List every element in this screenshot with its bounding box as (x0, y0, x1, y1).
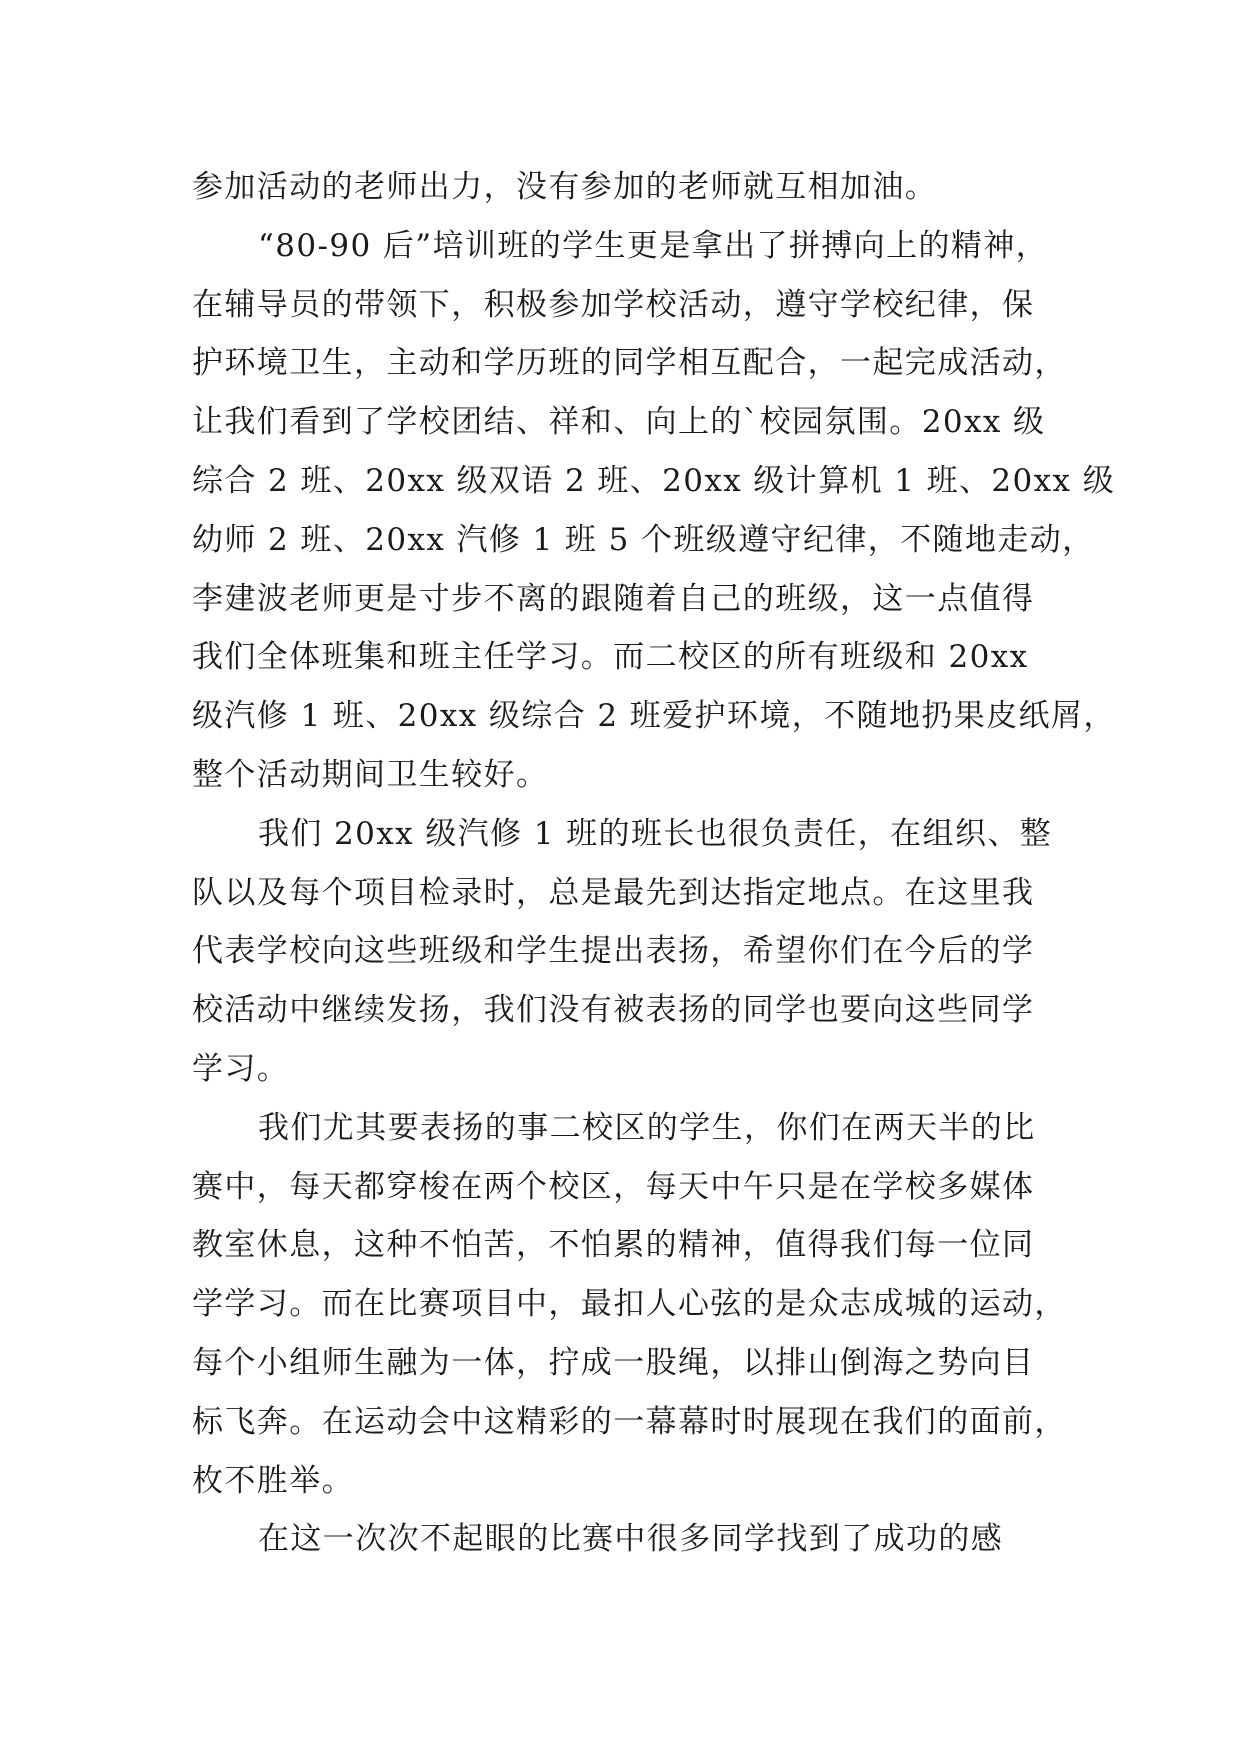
text-line: 我们尤其要表扬的事二校区的学生，你们在两天半的比 (258, 1109, 1036, 1146)
text-line: 整个活动期间卫生较好。 (192, 756, 549, 793)
paragraph (192, 1510, 1072, 1569)
paragraph (192, 158, 1072, 217)
text-line: 在辅导员的带领下，积极参加学校活动，遵守学校纪律，保 (192, 286, 1035, 323)
paragraph (192, 217, 1116, 805)
text-line: 队以及每个项目检录时，总是最先到达指定地点。在这里我 (192, 874, 1035, 911)
text-line: 综合 2 班、20xx 级双语 2 班、20xx 级计算机 1 班、20xx 级 (192, 462, 1116, 499)
text-line: 让我们看到了学校团结、祥和、向上的`校园氛围。20xx 级 (192, 404, 1046, 441)
text-line: 参加活动的老师出力，没有参加的老师就互相加油。 (192, 169, 938, 205)
text-line: 代表学校向这些班级和学生提出表扬，希望你们在今后的学 (192, 933, 1035, 970)
text-line: 学学习。而在比赛项目中，最扣人心弦的是众志成城的运动， (192, 1286, 1067, 1323)
document-body (192, 158, 1116, 1569)
text-line: 在这一次次不起眼的比赛中很多同学找到了成功的感 (258, 1521, 1004, 1558)
text-line: 枚不胜举。 (192, 1462, 354, 1499)
text-line: 赛中，每天都穿梭在两个校区，每天中午只是在学校多媒体 (192, 1168, 1035, 1205)
text-line: 标飞奔。在运动会中这精彩的一幕幕时时展现在我们的面前， (192, 1403, 1067, 1440)
text-line: 学习。 (192, 1050, 290, 1087)
text-line: 李建波老师更是寸步不离的跟随着自己的班级，这一点值得 (192, 580, 1035, 617)
text-line: 教室休息，这种不怕苦，不怕累的精神，值得我们每一位同 (192, 1227, 1035, 1264)
text-line: 每个小组师生融为一体，拧成一股绳，以排山倒海之势向目 (192, 1344, 1035, 1381)
text-line: 我们 20xx 级汽修 1 班的班长也很负责任，在组织、整 (258, 815, 1053, 852)
paragraph (192, 1099, 1072, 1511)
text-line: 护环境卫生，主动和学历班的同学相互配合，一起完成活动， (192, 345, 1067, 382)
text-line: 幼师 2 班、20xx 汽修 1 班 5 个班级遵守纪律，不随地走动， (192, 521, 1095, 558)
text-line: 我们全体班集和班主任学习。而二校区的所有班级和 20xx (192, 639, 1029, 676)
text-line: 级汽修 1 班、20xx 级综合 2 班爱护环境，不随地扔果皮纸屑， (192, 698, 1116, 735)
text-line: 校活动中继续发扬，我们没有被表扬的同学也要向这些同学 (192, 992, 1035, 1029)
text-line: “80-90 后”培训班的学生更是拿出了拼搏向上的精神， (258, 227, 1049, 264)
paragraph (192, 805, 1072, 1099)
